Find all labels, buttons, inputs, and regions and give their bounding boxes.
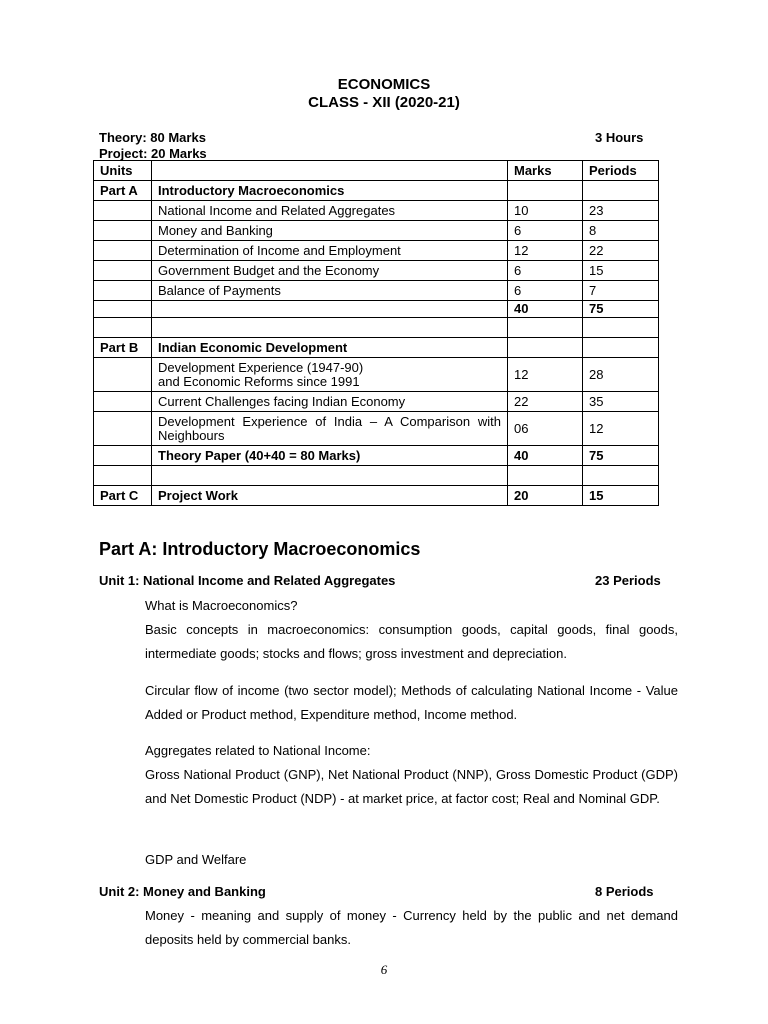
header-marks: Marks (508, 161, 583, 181)
row-unit: Money and Banking (152, 221, 508, 241)
row-unit: National Income and Related Aggregates (152, 201, 508, 221)
row-unit: Development Experience of India – A Comparison with Neighbours (152, 412, 508, 446)
row-part (94, 318, 152, 338)
row-unit: Indian Economic Development (152, 338, 508, 358)
table-row (94, 221, 659, 241)
row-periods (583, 466, 659, 486)
syllabus-table (93, 160, 659, 506)
unit2-periods: 8 Periods (595, 884, 654, 899)
row-periods: 35 (583, 392, 659, 412)
row-part (94, 281, 152, 301)
table-row (94, 412, 659, 446)
table-row (94, 261, 659, 281)
document-title: ECONOMICS (337, 76, 431, 93)
section-heading: Part A: Introductory Macroeconomics (99, 539, 421, 559)
row-unit: Current Challenges facing Indian Economy (152, 392, 508, 412)
row-periods (583, 318, 659, 338)
unit1-title: Unit 1: National Income and Related Aggregates (99, 573, 396, 588)
row-unit: Introductory Macroeconomics (152, 181, 508, 201)
row-unit (152, 301, 508, 318)
row-unit: Balance of Payments (152, 281, 508, 301)
unit1-periods: 23 Periods (595, 573, 661, 588)
table-row (94, 201, 659, 221)
row-part (94, 358, 152, 392)
table-row-total (94, 446, 659, 466)
row-marks (508, 338, 583, 358)
row-unit: Determination of Income and Employment (152, 241, 508, 261)
table-row (94, 338, 659, 358)
row-periods (583, 181, 659, 201)
row-marks (508, 318, 583, 338)
row-part (94, 301, 152, 318)
row-part (94, 261, 152, 281)
row-unit: Government Budget and the Economy (152, 261, 508, 281)
row-periods: 15 (583, 261, 659, 281)
document-subtitle: CLASS - XII (2020-21) (308, 94, 460, 111)
row-marks: 22 (508, 392, 583, 412)
row-periods: 75 (583, 446, 659, 466)
row-periods (583, 338, 659, 358)
unit1-para-2: Basic concepts in macroeconomics: consumption goods, capital goods, final goods, intermediate goods; stocks and flows; gross investment and depreciation. (145, 622, 678, 661)
row-unit: Project Work (152, 486, 508, 506)
row-periods: 8 (583, 221, 659, 241)
header-blank (152, 161, 508, 181)
row-marks: 40 (508, 446, 583, 466)
row-marks (508, 181, 583, 201)
header-periods: Periods (583, 161, 659, 181)
table-row-empty (94, 466, 659, 486)
unit2-para-1: Money - meaning and supply of money - Currency held by the public and net demand deposits held by commercial banks. (145, 908, 678, 947)
table-row (94, 358, 659, 392)
unit1-para-6: GDP and Welfare (145, 852, 247, 867)
row-marks: 40 (508, 301, 583, 318)
unit1-para-4: Aggregates related to National Income: (145, 743, 371, 758)
row-marks: 6 (508, 221, 583, 241)
unit2-title: Unit 2: Money and Banking (99, 884, 266, 899)
row-marks (508, 466, 583, 486)
unit1-para-1: What is Macroeconomics? (145, 598, 298, 613)
row-periods: 15 (583, 486, 659, 506)
row-part (94, 466, 152, 486)
row-unit: Development Experience (1947-90) and Economic Reforms since 1991 (152, 358, 508, 392)
row-marks: 6 (508, 261, 583, 281)
project-marks: Project: 20 Marks (99, 146, 207, 161)
row-part (94, 392, 152, 412)
table-row (94, 181, 659, 201)
table-row (94, 392, 659, 412)
row-periods: 28 (583, 358, 659, 392)
row-unit: Theory Paper (40+40 = 80 Marks) (152, 446, 508, 466)
header-units: Units (94, 161, 152, 181)
table-row (94, 241, 659, 261)
row-marks: 06 (508, 412, 583, 446)
row-marks: 10 (508, 201, 583, 221)
row-periods: 75 (583, 301, 659, 318)
table-row-subtotal (94, 301, 659, 318)
row-part (94, 241, 152, 261)
unit1-para-5: Gross National Product (GNP), Net National Product (NNP), Gross Domestic Product (GDP) and Net Domestic Product (NDP) - at market price, at factor cost; Real and Nominal GDP. (145, 767, 678, 806)
row-part (94, 412, 152, 446)
row-marks: 20 (508, 486, 583, 506)
row-periods: 12 (583, 412, 659, 446)
table-row (94, 281, 659, 301)
row-part: Part C (94, 486, 152, 506)
unit1-para-3: Circular flow of income (two sector model); Methods of calculating National Income - Value Added or Product method, Expenditure method, Income method. (145, 683, 678, 722)
page-number: 6 (380, 962, 388, 977)
exam-duration: 3 Hours (595, 130, 644, 145)
row-part (94, 446, 152, 466)
table-row-empty (94, 318, 659, 338)
row-marks: 12 (508, 241, 583, 261)
row-periods: 7 (583, 281, 659, 301)
row-part: Part A (94, 181, 152, 201)
row-unit (152, 466, 508, 486)
theory-marks: Theory: 80 Marks (99, 130, 206, 145)
table-header-row (94, 161, 659, 181)
row-part (94, 221, 152, 241)
table-row (94, 486, 659, 506)
row-part (94, 201, 152, 221)
row-part: Part B (94, 338, 152, 358)
row-periods: 23 (583, 201, 659, 221)
row-periods: 22 (583, 241, 659, 261)
row-unit (152, 318, 508, 338)
row-marks: 6 (508, 281, 583, 301)
row-marks: 12 (508, 358, 583, 392)
